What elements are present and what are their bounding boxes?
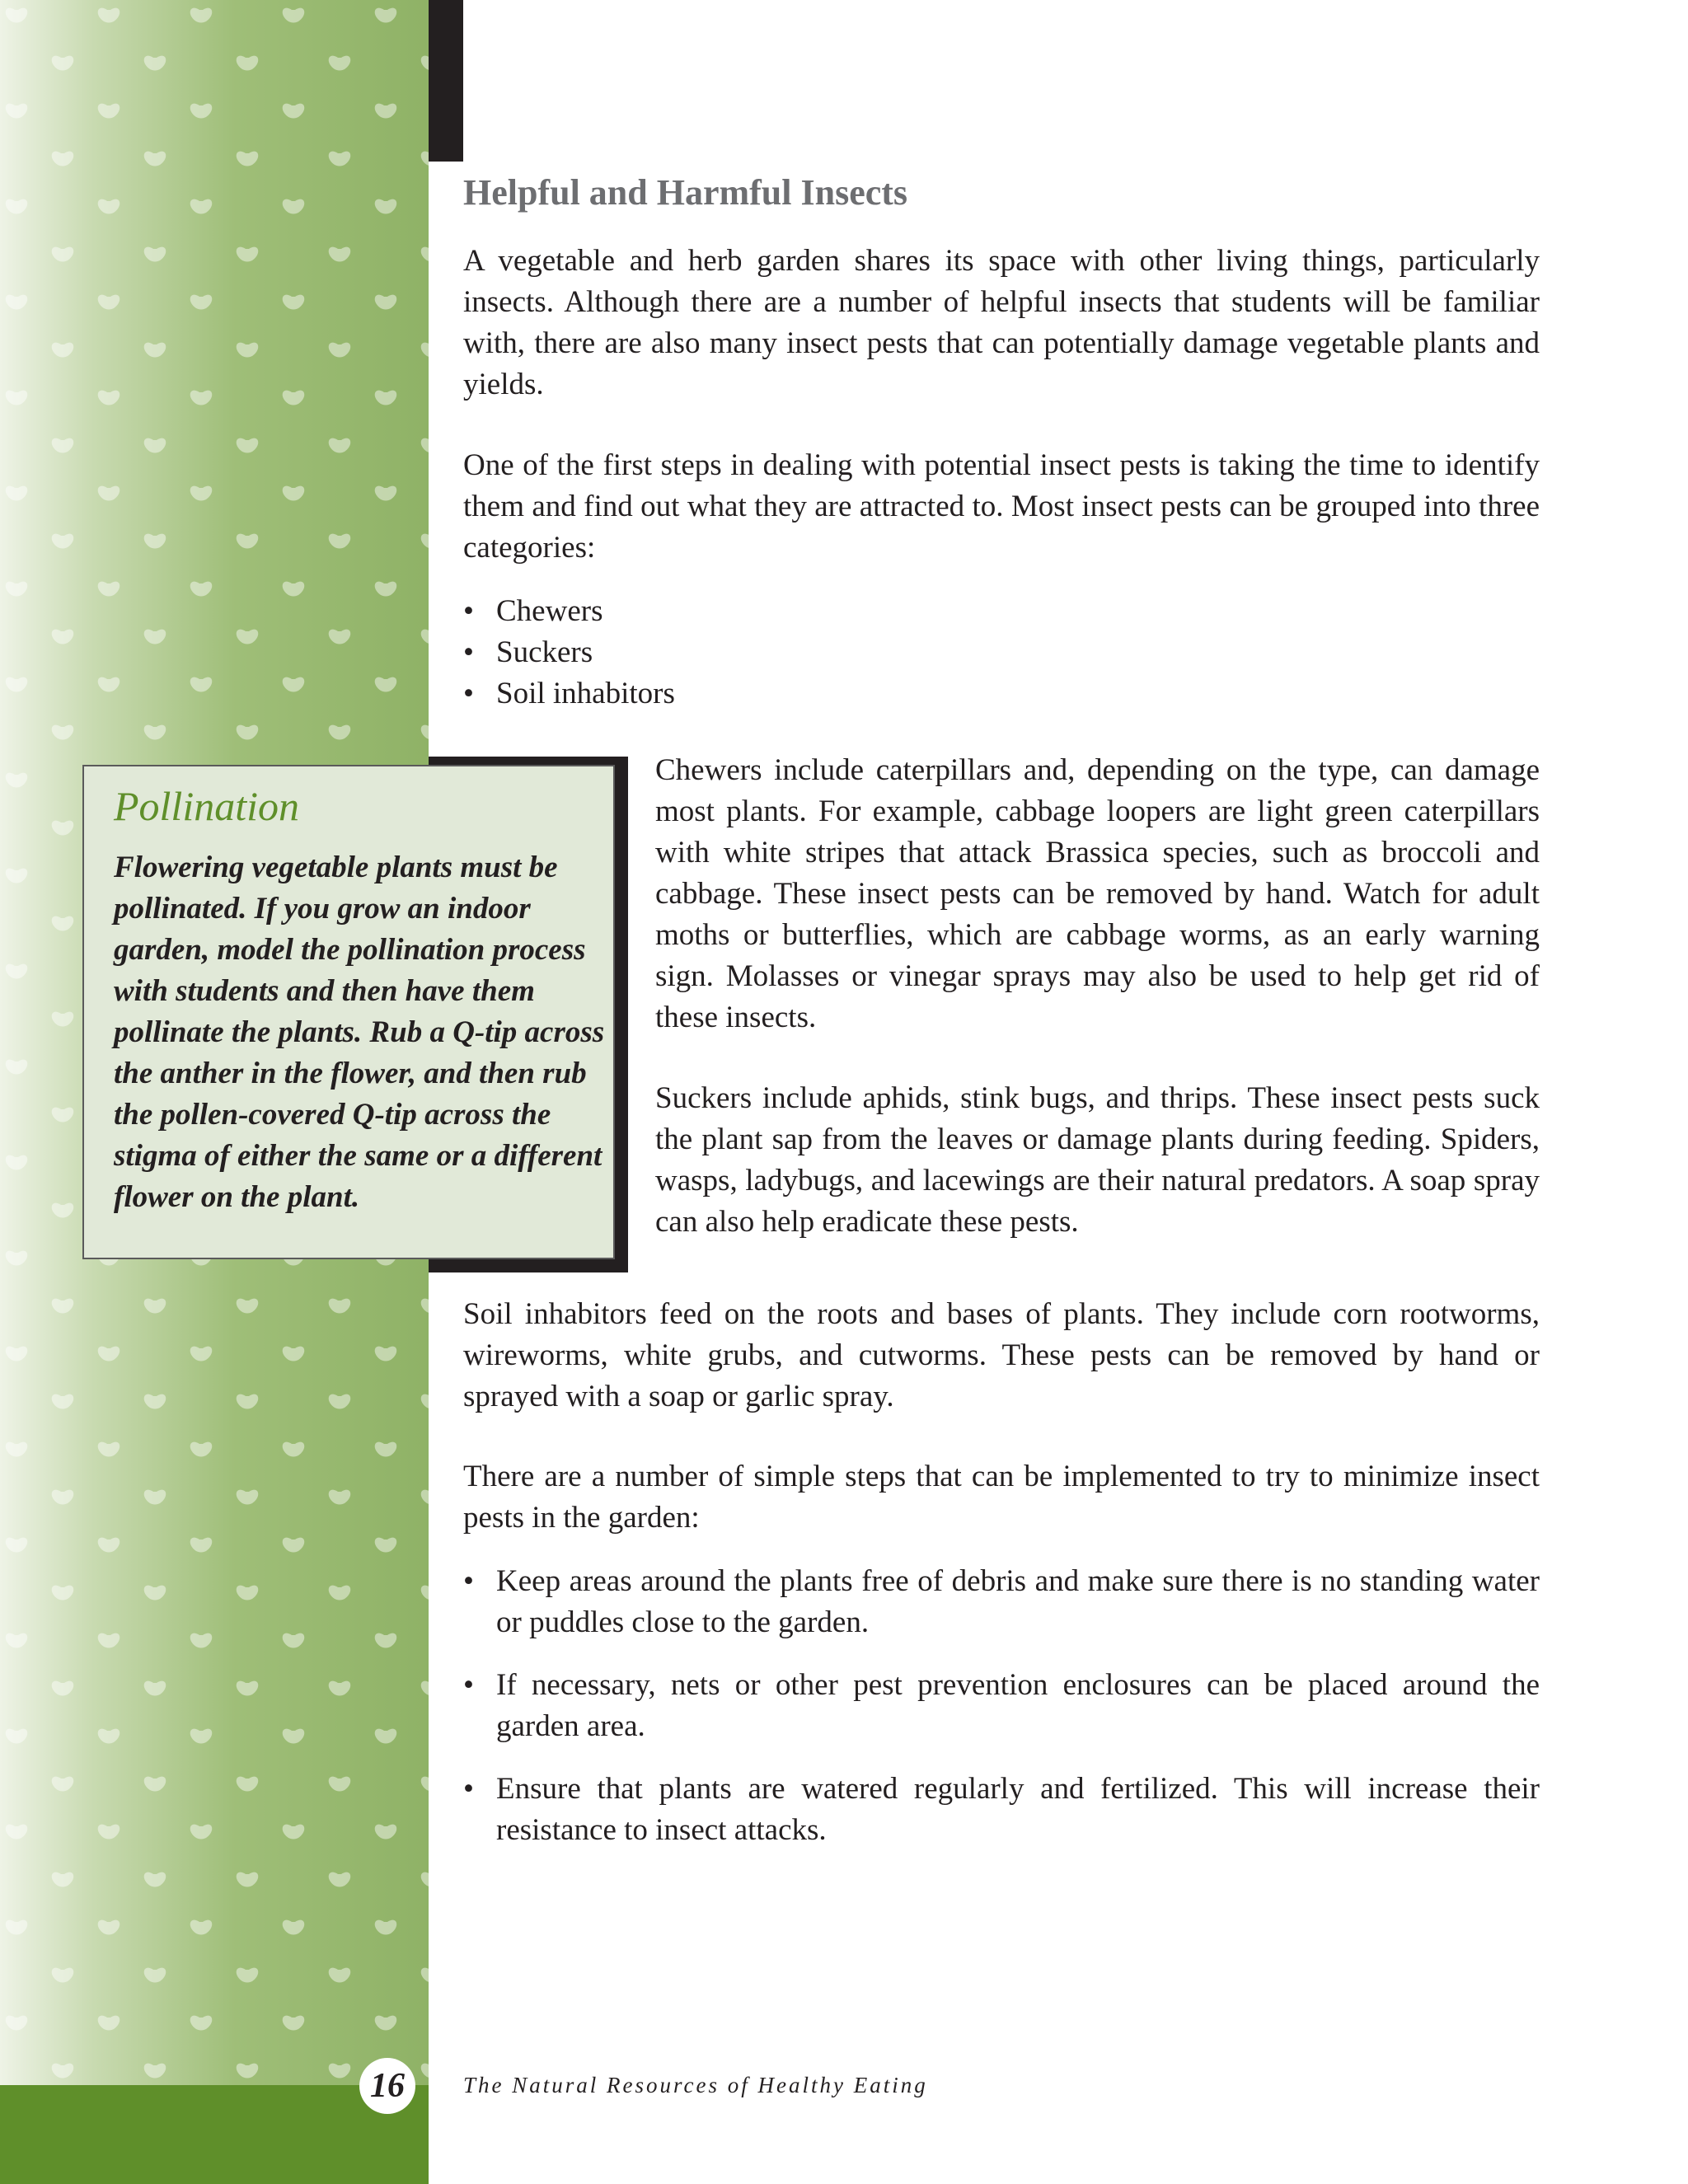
list-item: • Keep areas around the plants free of debris and make sure there is no standing water or puddles close to the garden.: [463, 1561, 1540, 1643]
category-list: [463, 591, 1540, 715]
list-item: • Ensure that plants are watered regularly and fertilized. This will increase their resistance to insect attacks.: [463, 1769, 1540, 1851]
suckers-paragraph: Suckers include aphids, stink bugs, and thrips. These insect pests suck the plant sap from the leaves or damage plants during feeding. Spiders, wasps, ladybugs, and lacewings are their natural predators. A soap spray can also help eradicate these pests.: [655, 1081, 1540, 1239]
header-accent-bar: [429, 0, 463, 162]
page-number: 16: [359, 2058, 415, 2114]
steps-intro-block: [463, 1456, 1540, 1539]
soil-paragraph: Soil inhabitors feed on the roots and bases of plants. They include corn rootworms, wireworms, white grubs, and cutworms. These pests can be removed by hand or sprayed with a soap or garlic spray.: [463, 1297, 1540, 1413]
suckers-block: [655, 1078, 1540, 1243]
intro-paragraph: A vegetable and herb garden shares its space with other living things, particularly insects. Although there are a number of helpful insects that students will be familiar with, there are also many insect pests that can potentially damage vegetable plants and yields.: [463, 244, 1540, 401]
list-item: • If necessary, nets or other pest prevention enclosures can be placed around the garden area.: [463, 1665, 1540, 1747]
identify-paragraph: One of the first steps in dealing with potential insect pests is taking the time to identify them and find out what they are attracted to. Most insect pests can be grouped into three categories:: [463, 448, 1540, 565]
chewers-block: [655, 750, 1540, 1038]
running-footer: The Natural Resources of Healthy Eating: [463, 2073, 928, 2097]
pollination-callout: [82, 765, 615, 1259]
section-title: Helpful and Harmful Insects: [463, 172, 908, 213]
steps-block: [463, 1561, 1540, 1872]
identify-block: [463, 445, 1540, 569]
list-item: • Soil inhabitors: [463, 673, 1540, 715]
soil-block: [463, 1294, 1540, 1418]
list-item: • Suckers: [463, 632, 1540, 673]
category-list-block: [463, 591, 1540, 715]
callout-title: Pollination: [114, 783, 299, 829]
callout-body: Flowering vegetable plants must be pollinated. If you grow an indoor garden, model the pollination process with students and then have them pollinate the plants. Rub a Q-tip across the anther in the flower, and then rub the pollen-covered Q-tip across the stigma of either the same or a different flower on the plant.: [114, 851, 605, 1214]
steps-list: [463, 1561, 1540, 1851]
list-item: • Chewers: [463, 591, 1540, 632]
steps-intro-paragraph: There are a number of simple steps that can be implemented to try to minimize insect pests in the garden:: [463, 1460, 1540, 1535]
intro-block: [463, 241, 1540, 405]
chewers-paragraph: Chewers include caterpillars and, depending on the type, can damage most plants. For example, cabbage loopers are light green caterpillars with white stripes that attack Brassica species, such as broccoli and cabbage. These insect pests can be removed by hand. Watch for adult moths or butterflies, which are cabbage worms, as an early warning sign. Molasses or vinegar sprays may also be used to help get rid of these insects.: [655, 753, 1540, 1034]
